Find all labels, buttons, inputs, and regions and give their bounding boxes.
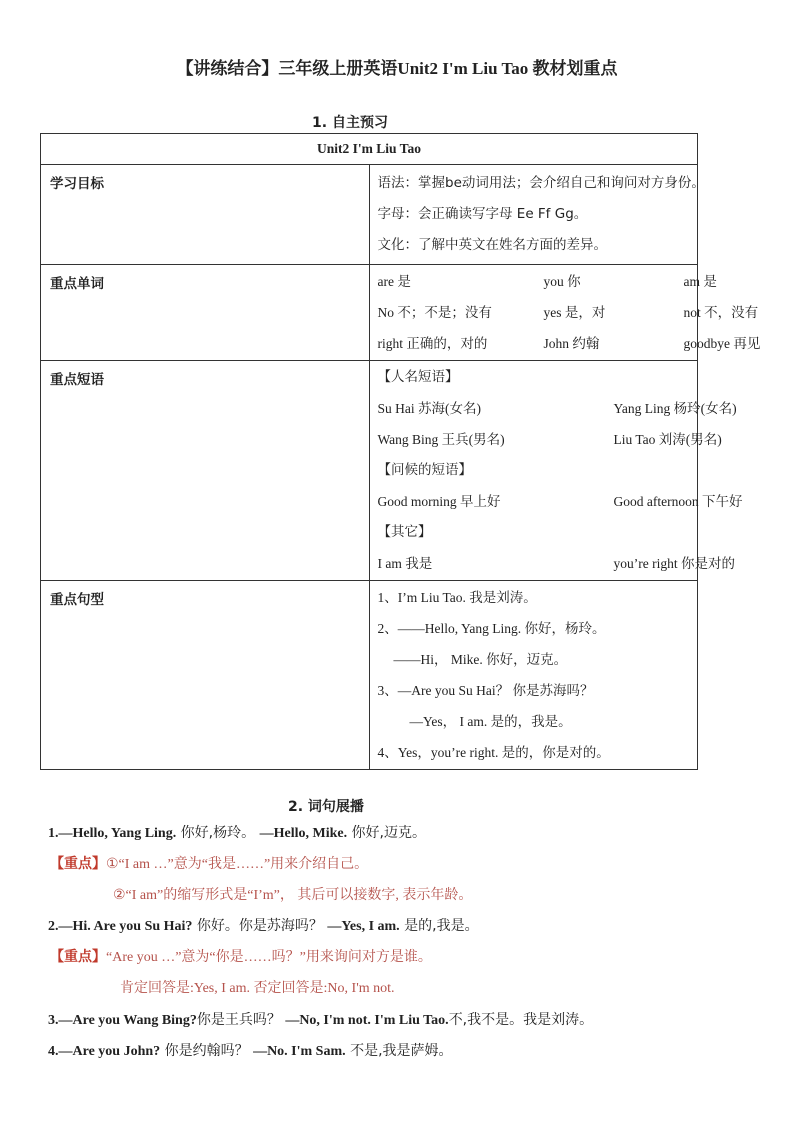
sentence-line: 3、—Are you Su Hai？ 你是苏海吗？ <box>377 683 594 698</box>
word-row <box>370 297 759 328</box>
example-chinese: 不,我不是。我是刘涛。 <box>448 1012 594 1028</box>
phrase-group-title: 【人名短语】 <box>377 369 459 385</box>
row-label-goals: 学习目标 <box>41 165 370 265</box>
table-row-words <box>41 265 698 361</box>
word-item: am 是 <box>683 274 717 289</box>
phrase-group-title: 【问候的短语】 <box>377 462 472 478</box>
goal-line: 字母：会正确读写字母 Ee Ff Gg。 <box>377 206 588 222</box>
word-item: not 不，没有 <box>683 305 759 320</box>
key-note-tag: 【重点】 <box>50 949 106 965</box>
example-chinese: 你是约翰吗？ <box>160 1043 254 1059</box>
phrase-group-title: 【其它】 <box>377 524 432 540</box>
word-item: John 约翰 <box>543 336 600 351</box>
phrase-row <box>370 424 722 455</box>
phrase-item: Yang Ling 杨玲(女名) <box>613 401 737 416</box>
example-sentence <box>48 1009 593 1029</box>
phrase-item: Liu Tao 刘涛(男名) <box>613 432 722 447</box>
phrase-row <box>370 548 735 579</box>
table-row-sentences <box>41 581 698 770</box>
example-sentence <box>48 822 426 842</box>
key-note-text: “Are you …”意为“你是……吗？”用来询问对方是谁。 <box>106 950 432 965</box>
phrase-item: Good afternoon 下午好 <box>613 494 743 509</box>
sentence-line: —Yes， I am. 是的，我是。 <box>409 714 572 729</box>
example-english: —No. I'm Sam. <box>253 1044 346 1059</box>
example-chinese: 你好,迈克。 <box>347 825 426 841</box>
goal-line: 语法：掌握be动词用法；会介绍自己和询问对方身份。 <box>377 175 705 191</box>
example-english: —Yes, I am. <box>327 919 400 934</box>
section-2-heading: 2. 词句展播 <box>288 799 364 815</box>
goal-line: 文化：了解中英文在姓名方面的差异。 <box>377 237 607 253</box>
study-table <box>40 133 761 770</box>
word-row <box>370 328 761 359</box>
phrase-row <box>370 486 743 517</box>
example-english: 3.—Are you Wang Bing? <box>48 1013 197 1028</box>
document-title: 【讲练结合】三年级上册英语Unit2 I'm Liu Tao 教材划重点 <box>176 59 618 78</box>
phrase-item: you’re right 你是对的 <box>613 556 735 571</box>
phrase-item: I am 我是 <box>377 556 433 571</box>
example-english: —Hello, Mike. <box>259 826 348 841</box>
key-note-text: 肯定回答是:Yes, I am. 否定回答是:No, I'm not. <box>120 981 395 996</box>
example-english: 2.—Hi. Are you Su Hai? <box>48 919 193 934</box>
sentence-line: 2、——Hello, Yang Ling. 你好，杨玲。 <box>377 621 606 636</box>
example-sentence <box>48 1040 453 1060</box>
phrase-item: Wang Bing 王兵(男名) <box>377 432 505 447</box>
example-english: 4.—Are you John? <box>48 1044 161 1059</box>
row-label-sentences: 重点句型 <box>41 581 370 770</box>
example-sentence <box>48 915 479 935</box>
table-row-phrases <box>41 361 698 581</box>
table-row-goals <box>41 165 698 265</box>
sentence-line: 4、Yes，you’re right. 是的，你是对的。 <box>377 745 610 760</box>
key-note-tag: 【重点】 <box>50 856 106 872</box>
example-english: 1.—Hello, Yang Ling. <box>48 826 177 841</box>
example-chinese: 你是王兵吗？ <box>196 1012 281 1028</box>
key-note-text: ②“I am”的缩写形式是“I’m”， 其后可以接数字, 表示年龄。 <box>113 888 473 903</box>
row-label-words: 重点单词 <box>41 265 370 361</box>
key-note <box>50 853 368 873</box>
row-label-phrases: 重点短语 <box>41 361 370 581</box>
word-item: you 你 <box>543 274 581 289</box>
section-1-heading: 1. 自主预习 <box>312 115 388 131</box>
example-chinese: 你好,杨玲。 <box>176 825 256 841</box>
word-row <box>370 266 717 297</box>
example-chinese: 你好。你是苏海吗？ <box>192 918 323 934</box>
example-chinese: 是的,我是。 <box>399 918 479 934</box>
word-item: right 正确的，对的 <box>377 336 488 351</box>
word-item: yes 是，对 <box>543 305 606 320</box>
sentence-line: 1、I’m Liu Tao. 我是刘涛。 <box>377 590 537 605</box>
word-item: No 不；不是；没有 <box>377 305 492 320</box>
key-note-text: ①“I am …”意为“我是……”用来介绍自己。 <box>106 857 369 872</box>
table-header: Unit2 I'm Liu Tao <box>41 134 698 165</box>
phrase-item: Su Hai 苏海(女名) <box>377 401 481 416</box>
word-item: are 是 <box>377 274 411 289</box>
key-note <box>50 946 432 966</box>
example-english: —No, I'm not. I'm Liu Tao. <box>285 1013 449 1028</box>
sentence-line: ——Hi， Mike. 你好，迈克。 <box>393 652 568 667</box>
phrase-row <box>370 393 737 424</box>
example-chinese: 不是,我是萨姆。 <box>345 1043 453 1059</box>
phrase-item: Good morning 早上好 <box>377 494 501 509</box>
word-item: goodbye 再见 <box>683 336 761 351</box>
